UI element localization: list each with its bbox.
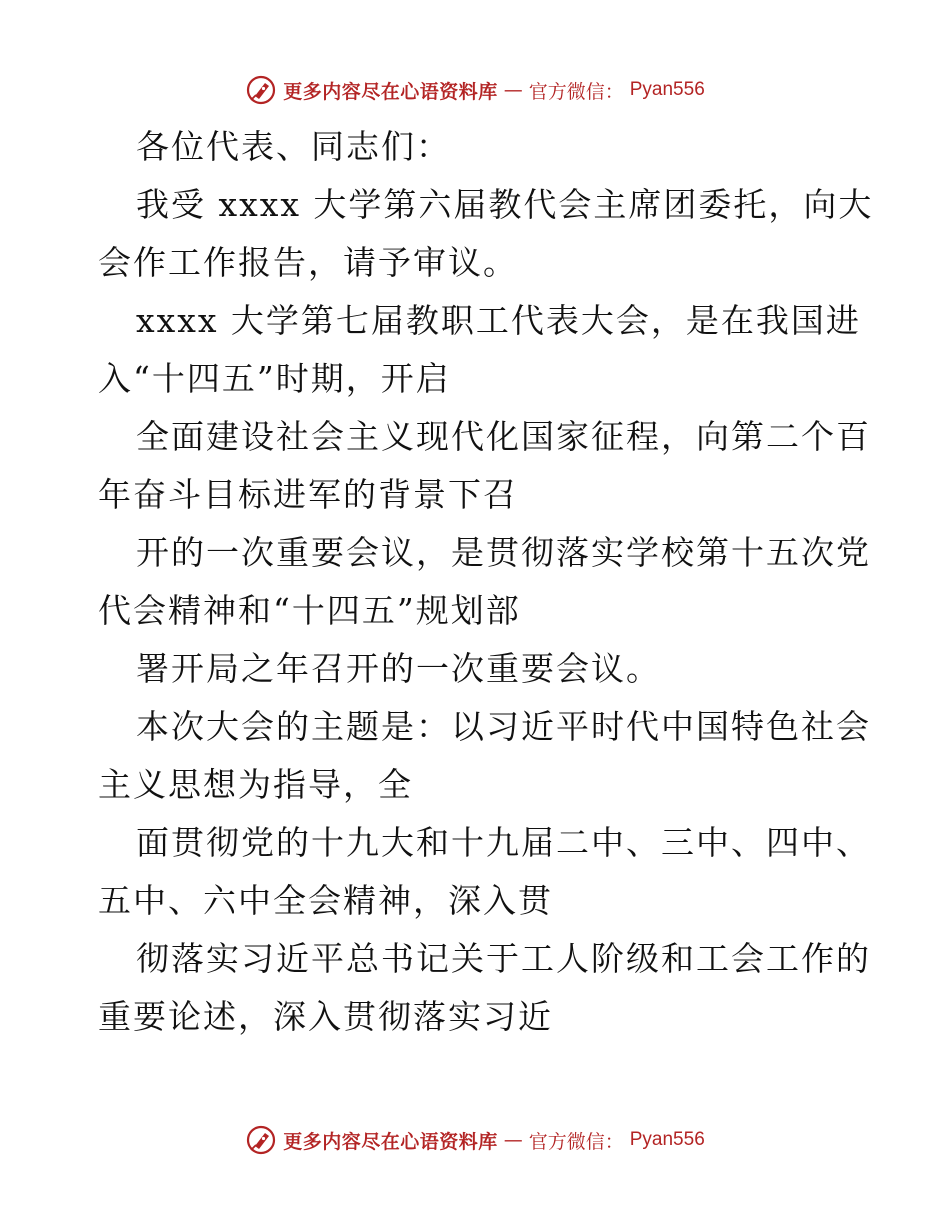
footer-wechat-label: 官方微信： <box>528 1130 624 1153</box>
body-line: 五中、六中全会精神，深入贯 <box>98 881 553 920</box>
footer-brand-text: 更多内容尽在心语资料库 <box>283 1130 498 1153</box>
body-line: 彻落实习近平总书记关于工人阶级和工会工作的 <box>136 939 871 978</box>
header-brand-text: 更多内容尽在心语资料库 <box>283 80 498 103</box>
body-line: 署开局之年召开的一次重要会议。 <box>136 649 661 688</box>
header-watermark <box>0 70 950 110</box>
body-line: 入“十四五”时期，开启 <box>98 359 451 398</box>
header-separator: — <box>503 79 523 101</box>
header-wechat-id: Pyan556 <box>629 79 705 100</box>
body-line: 开的一次重要会议，是贯彻落实学校第十五次党 <box>136 533 871 572</box>
body-line: 全面建设社会主义现代化国家征程，向第二个百 <box>136 417 871 456</box>
body-line: 面贯彻党的十九大和十九届二中、三中、四中、 <box>136 823 871 862</box>
body-line: 会作工作报告，请予审议。 <box>98 243 518 282</box>
body-line: 年奋斗目标进军的背景下召 <box>98 475 518 514</box>
pen-nib-logo-icon <box>245 1124 277 1156</box>
footer-watermark <box>0 1120 950 1160</box>
footer-wechat-id: Pyan556 <box>629 1129 705 1150</box>
footer-separator: — <box>503 1129 523 1151</box>
document-body <box>98 118 874 1046</box>
body-line: 本次大会的主题是：以习近平时代中国特色社会 <box>136 707 871 746</box>
body-line: 重要论述，深入贯彻落实习近 <box>98 997 553 1036</box>
header-wechat-label: 官方微信： <box>528 80 624 103</box>
body-line: 主义思想为指导，全 <box>98 765 413 804</box>
body-line: xxxx 大学第七届教职工代表大会，是在我国进 <box>136 301 861 340</box>
body-line: 代会精神和“十四五”规划部 <box>98 591 521 630</box>
body-line: 各位代表、同志们： <box>136 127 451 166</box>
body-line: 我受 xxxx 大学第六届教代会主席团委托，向大 <box>136 185 874 224</box>
pen-nib-logo-icon <box>245 74 277 106</box>
